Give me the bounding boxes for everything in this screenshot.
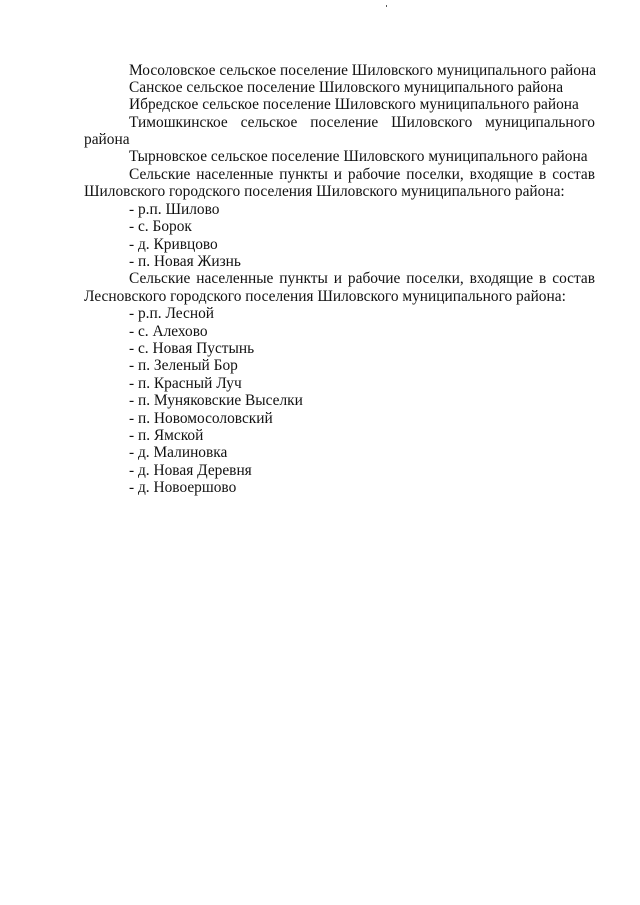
settlement-ibredskoe: Ибредское сельское поселение Шиловского муниципального района (129, 96, 579, 113)
settlement-mosolovo: Мосоловское сельское поселение Шиловского муниципального района (129, 62, 597, 79)
list-item: - п. Новомосоловский (129, 410, 273, 427)
settlement-tyrnovo: Тырновское сельское поселение Шиловского муниципального района (129, 148, 588, 165)
list-item: - с. Алехово (129, 323, 208, 340)
list-item: - п. Новая Жизнь (129, 253, 241, 270)
list-item: - р.п. Шилово (129, 201, 220, 218)
list-item: - д. Новая Деревня (129, 462, 252, 479)
shilovo-heading-line1: Сельские населенные пункты и рабочие поселки, входящие в состав (129, 166, 595, 183)
list-item: - с. Борок (129, 218, 192, 235)
list-item: - п. Красный Луч (129, 375, 242, 392)
list-item: - п. Зеленый Бор (129, 357, 238, 374)
list-item: - д. Малиновка (129, 444, 228, 461)
lesnovo-heading-line2: Лесновского городского поселения Шиловского муниципального района: (84, 288, 566, 305)
list-item: - д. Кривцово (129, 236, 218, 253)
lesnovo-heading-line1: Сельские населенные пункты и рабочие поселки, входящие в состав (129, 270, 595, 287)
settlement-timoshkino-line2: района (84, 131, 130, 148)
settlement-sanskoe: Санское сельское поселение Шиловского муниципального района (129, 79, 564, 96)
list-item: - д. Новоершово (129, 479, 237, 496)
list-item: - п. Ямской (129, 427, 204, 444)
shilovo-heading-line2: Шиловского городского поселения Шиловского муниципального района: (84, 183, 565, 200)
list-item: - с. Новая Пустынь (129, 340, 255, 357)
list-item: - п. Муняковские Выселки (129, 392, 303, 409)
settlement-timoshkino-line1: Тимошкинское сельское поселение Шиловского муниципального (129, 114, 595, 131)
list-item: - р.п. Лесной (129, 305, 214, 322)
